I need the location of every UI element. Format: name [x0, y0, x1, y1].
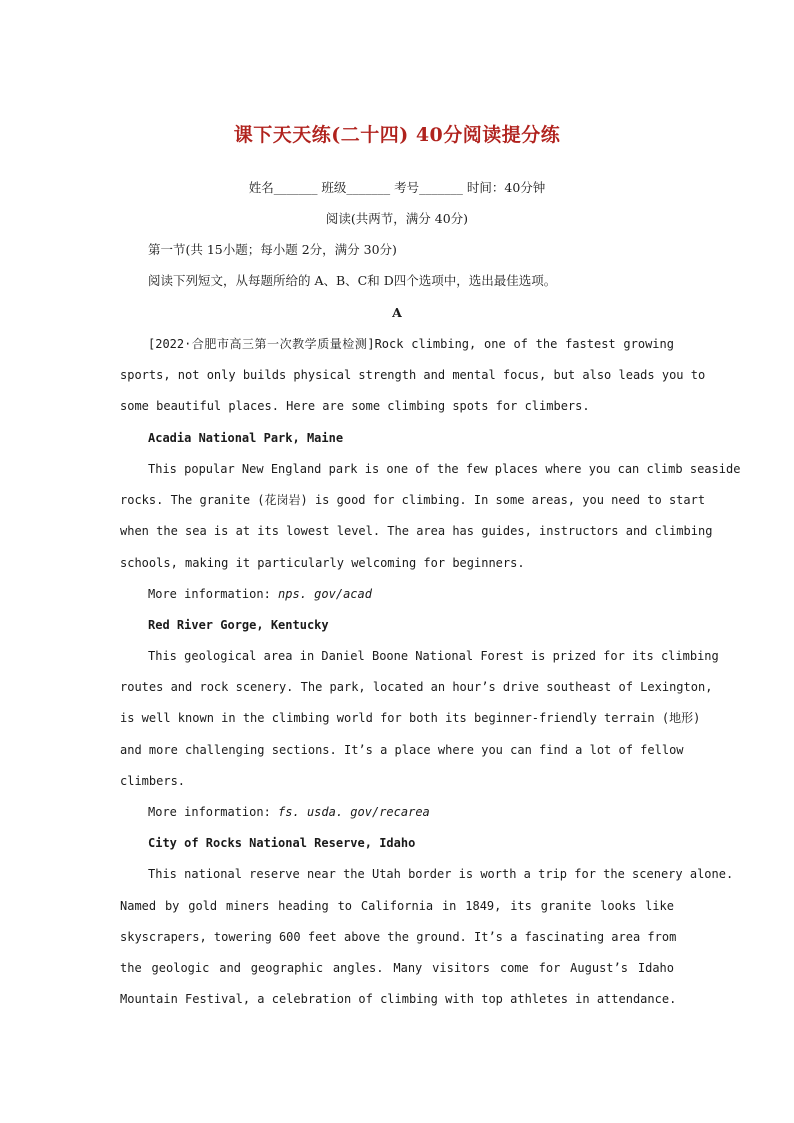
paragraph-line: Named by gold miners heading to California in 1849, its granite looks like: [120, 899, 674, 913]
section-header: 阅读(共两节，满分 40分): [325, 211, 469, 226]
section-heading: Red River Gorge, Kentucky: [148, 618, 329, 632]
part-header: 第一节(共 15小题；每小题 2分，满分 30分): [148, 242, 397, 257]
more-info-label: More information:: [148, 805, 279, 819]
more-info-label: More information:: [148, 587, 279, 601]
paragraph-line: schools, making it particularly welcoming for beginners.: [120, 556, 525, 570]
intro-line: sports, not only builds physical strength and mental focus, but also leads you to: [120, 368, 706, 382]
section-heading: City of Rocks National Reserve, Idaho: [148, 836, 416, 850]
paragraph-line: when the sea is at its lowest level. The area has guides, instructors and climbing: [120, 524, 713, 538]
more-info-line: [148, 804, 702, 820]
more-info-link[interactable]: fs. usda. gov/recarea: [278, 805, 430, 819]
paragraph-line: skyscrapers, towering 600 feet above the ground. It’s a fascinating area from: [120, 930, 677, 944]
passage-label: A: [392, 305, 402, 320]
paragraph-line: the geologic and geographic angles. Many visitors come for August’s Idaho: [120, 961, 674, 975]
paragraph-line: is well known in the climbing world for both its beginner-friendly terrain (地形): [120, 711, 701, 725]
page-title: 课下天天练(二十四) 40分阅读提分练: [233, 124, 561, 146]
paragraph-line: climbers.: [120, 774, 186, 788]
paragraph-line: This popular New England park is one of the few places where you can climb seaside: [148, 462, 741, 476]
paragraph-line: and more challenging sections. It’s a place where you can find a lot of fellow: [120, 743, 684, 757]
student-info-line: 姓名_______ 班级_______ 考号_______ 时间：40分钟: [248, 180, 546, 195]
paragraph-line: This national reserve near the Utah border is worth a trip for the scenery alone.: [148, 867, 734, 881]
paragraph-line: Mountain Festival, a celebration of climbing with top athletes in attendance.: [120, 992, 677, 1006]
section-heading: Acadia National Park, Maine: [148, 431, 344, 445]
paragraph-line: This geological area in Daniel Boone National Forest is prized for its climbing: [148, 649, 719, 663]
paragraph-line: routes and rock scenery. The park, located an hour’s drive southeast of Lexington,: [120, 680, 713, 694]
paragraph-line: rocks. The granite (花岗岩) is good for climbing. In some areas, you need to start: [120, 493, 706, 507]
more-info-link[interactable]: nps. gov/acad: [278, 587, 372, 601]
intro-line: some beautiful places. Here are some climbing spots for climbers.: [120, 399, 590, 413]
more-info-line: [148, 586, 702, 602]
intro-line: [2022·合肥市高三第一次教学质量检测]Rock climbing, one of the fastest growing: [148, 337, 674, 351]
instruction-text: 阅读下列短文，从每题所给的 A、B、C和 D四个选项中，选出最佳选项。: [148, 273, 557, 288]
